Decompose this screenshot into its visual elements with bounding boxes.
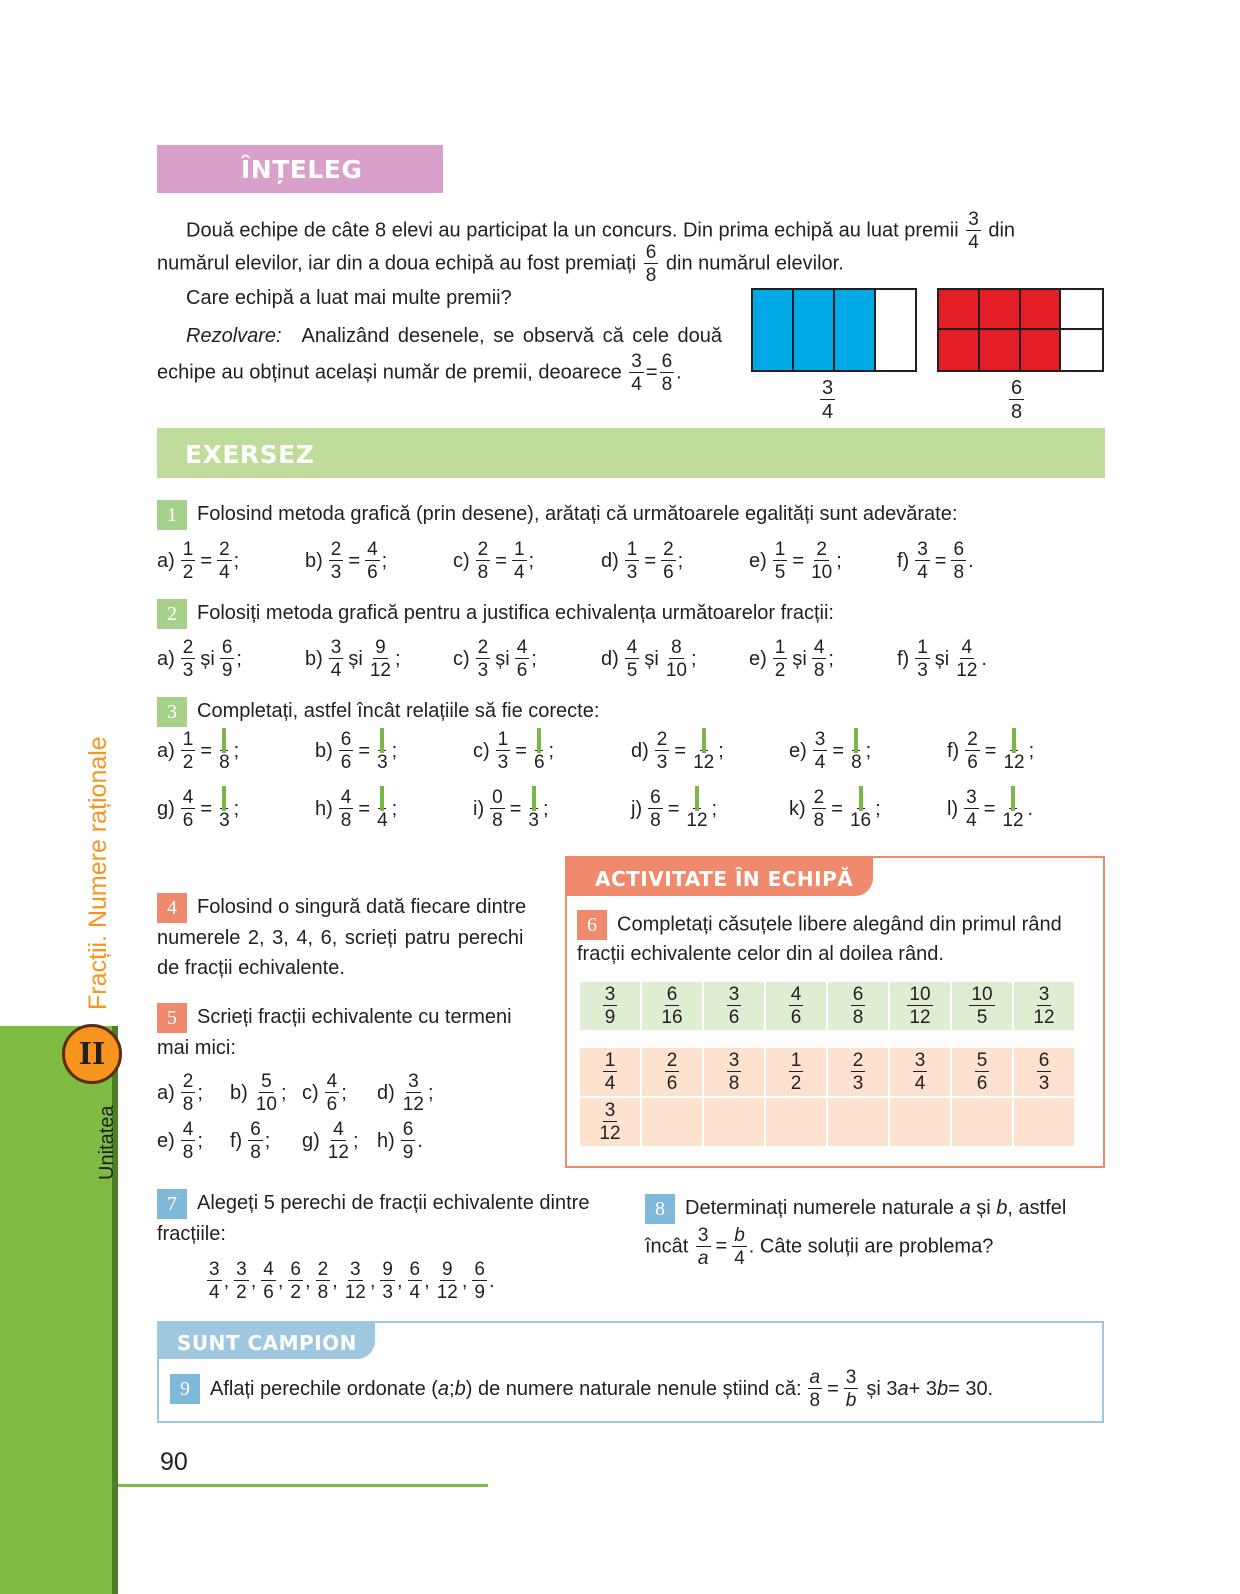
fraction: $\frac{1}{4}$ bbox=[604, 1050, 616, 1094]
fraction: 4 12 bbox=[956, 637, 978, 681]
fraction: $\frac{3}{6}$ bbox=[728, 984, 740, 1028]
fractions-top-row bbox=[578, 980, 1076, 1032]
exercise-item: g) 4 12 ; bbox=[302, 1119, 359, 1163]
exercise-item: f) $\frac{2}{6}$ = 12 ; bbox=[947, 729, 1035, 773]
fraction: 4 6 bbox=[263, 1259, 274, 1303]
exercise-item: f) 6 8 ; bbox=[230, 1119, 271, 1163]
fraction: 2 8 bbox=[182, 1071, 194, 1115]
empty-cell[interactable] bbox=[1013, 1097, 1075, 1147]
fraction-cell bbox=[827, 1047, 889, 1097]
fig1-part bbox=[794, 290, 835, 370]
fraction: $\frac{6}{8}$ bbox=[852, 984, 864, 1028]
fraction: 6 4 bbox=[409, 1259, 421, 1303]
fraction: $\frac{2}{3}$ bbox=[330, 539, 342, 583]
exercise-number: 7 bbox=[157, 1189, 187, 1219]
fraction: 3 bbox=[526, 789, 541, 830]
fraction: 3 bbox=[375, 731, 390, 772]
fraction: 2 3 bbox=[182, 637, 194, 681]
exercise-item: e) $\frac{1}{5}$ = $\frac{2}{10}$ ; bbox=[749, 539, 842, 583]
unit-roman-badge: II bbox=[62, 1024, 122, 1084]
rezolvare-text: echipe au obținut același număr de premii, deoarece bbox=[157, 361, 622, 384]
exercise-number: 5 bbox=[157, 1003, 187, 1033]
inteleg-text: numărul elevilor, iar din a doua echipă au fost premiați bbox=[157, 252, 637, 275]
fraction: $\frac{3}{4}$ bbox=[814, 729, 826, 773]
fig2-part bbox=[939, 290, 980, 330]
fraction: $\frac{2}{6}$ bbox=[663, 539, 674, 583]
fraction: $\frac{1}{2}$ bbox=[182, 539, 194, 583]
exercise-item: d) 4 5 și 8 10 ; bbox=[601, 637, 697, 681]
exercise-number: 8 bbox=[645, 1194, 675, 1224]
fraction: $\frac{2}{6}$ bbox=[967, 729, 978, 773]
fraction: $\frac{2}{8}$ bbox=[813, 787, 825, 831]
fraction: $\frac{4}{8}$ bbox=[340, 787, 352, 831]
fraction: 3 2 bbox=[236, 1259, 247, 1303]
exercise-item: k) $\frac{2}{8}$ = 16 ; bbox=[789, 787, 881, 831]
exercise-item: b) 5 10 ; bbox=[230, 1071, 287, 1115]
exercise-number: 3 bbox=[157, 697, 187, 727]
exercise-7: 7 Alegeți 5 perechi de fracții echivalente dintre fracțiile: bbox=[157, 1188, 589, 1249]
fraction: $\frac{1}{3}$ bbox=[626, 539, 638, 583]
fraction: $\frac{3}{8}$ bbox=[728, 1050, 740, 1094]
exercise-item: c) 2 3 și 4 6 ; bbox=[453, 637, 537, 681]
exercise-number: 2 bbox=[157, 599, 187, 629]
inteleg-text: din bbox=[988, 219, 1016, 242]
fraction: $\frac{6}{3}$ bbox=[1038, 1050, 1050, 1094]
fraction: $\frac{0}{8}$ bbox=[492, 787, 503, 831]
fraction: 1 2 bbox=[774, 637, 786, 681]
fraction: 8 10 bbox=[665, 637, 687, 681]
fig2-part bbox=[1021, 330, 1062, 370]
exercise-item: l) $\frac{3}{4}$ = 12 . bbox=[947, 787, 1034, 831]
exercise-item: f) 1 3 și 4 12 . bbox=[897, 637, 987, 681]
exercise-number: 6 bbox=[577, 910, 607, 940]
exercise-item: d) 3 12 ; bbox=[377, 1071, 434, 1115]
figure2-label: $\frac{6}{8}$ bbox=[1011, 377, 1023, 423]
page-number: 90 bbox=[160, 1448, 188, 1476]
fraction: $\frac{3}{b}$ bbox=[845, 1367, 857, 1411]
inteleg-text: din numărul elevilor. bbox=[665, 252, 844, 275]
fraction: $\frac{6}{8}$ bbox=[645, 242, 657, 286]
campion-header bbox=[159, 1323, 375, 1359]
activitate-title: ACTIVITATE ÎN ECHIPĂ bbox=[595, 867, 854, 891]
unit-label: Unitatea bbox=[96, 1105, 118, 1180]
answer-box[interactable] bbox=[854, 728, 858, 753]
exercise-item: c) $\frac{1}{3}$ = 6 ; bbox=[473, 729, 555, 773]
exercise-4: 4 Folosind o singură dată fiecare dintre numerele 2, 3, 4, 6, scrieți patru perechi de fracții echivalente. bbox=[157, 892, 537, 983]
fraction-cell bbox=[1013, 1047, 1075, 1097]
empty-cell[interactable] bbox=[703, 1097, 765, 1147]
fraction: $\frac{3}{12}$ bbox=[599, 1100, 621, 1144]
exercise-8: 8 Determinați numerele naturale a și b, astfel încât $\frac{3}{a}$ = $\frac{b}{4}$ . Câte soluții are problema? bbox=[645, 1192, 1066, 1268]
fraction-cell bbox=[703, 1047, 765, 1097]
exercise-3-prompt: 3 Completați, astfel încât relațiile să fie corecte: bbox=[157, 695, 599, 728]
exercise-item: e) 4 8 ; bbox=[157, 1119, 203, 1163]
fraction-cell bbox=[765, 1047, 827, 1097]
exercise-item: b) 3 4 și 9 12 ; bbox=[305, 637, 401, 681]
exercise-item: c) $\frac{2}{8}$ = $\frac{1}{4}$ ; bbox=[453, 539, 535, 583]
fraction: 3 bbox=[217, 789, 232, 830]
fraction: $\frac{3}{9}$ bbox=[604, 984, 616, 1028]
exercise-item: g) $\frac{4}{6}$ = 3 ; bbox=[157, 787, 240, 831]
fraction: 12 bbox=[684, 789, 709, 830]
empty-cell[interactable] bbox=[641, 1097, 703, 1147]
fraction-cell bbox=[827, 981, 889, 1031]
fraction: $\frac{5}{6}$ bbox=[976, 1050, 988, 1094]
fraction: 3 4 bbox=[209, 1259, 220, 1303]
fraction: 4 8 bbox=[182, 1119, 194, 1163]
rezolvare-label: Rezolvare: bbox=[186, 325, 282, 347]
exercise-1-prompt: 1 Folosind metoda grafică (prin desene), arătați că următoarele egalități sunt adevărate: bbox=[157, 498, 957, 531]
fraction: $\frac{2}{3}$ bbox=[852, 1050, 864, 1094]
inteleg-title: ÎNȚELEG bbox=[241, 155, 363, 184]
exercise-7-fractions: 3 4 , 3 2 , 4 6 , 6 2 , 2 8 , 3 12 , 9 3 , 6 4 , 9 12 , 6 9 . bbox=[209, 1259, 495, 1303]
exercise-item: d) $\frac{2}{3}$ = 12 ; bbox=[631, 729, 724, 773]
fig1-part bbox=[876, 290, 915, 370]
exercise-6-prompt: 6 Completați căsuțele libere alegând din primul rând fracții echivalente celor din al doilea rând. bbox=[577, 910, 1062, 968]
answer-box[interactable] bbox=[1012, 728, 1016, 753]
fraction: 8 bbox=[217, 731, 232, 772]
exercise-number: 1 bbox=[157, 500, 187, 530]
fraction: $\frac{6}{16}$ bbox=[661, 984, 683, 1028]
fraction: $\frac{1}{5}$ bbox=[774, 539, 786, 583]
fraction-cell bbox=[579, 981, 641, 1031]
exercise-item: c) 4 6 ; bbox=[302, 1071, 347, 1115]
exercise-item: a) 2 3 și 6 9 ; bbox=[157, 637, 242, 681]
exercise-item: f) $\frac{3}{4}$ = $\frac{6}{8}$ . bbox=[897, 539, 974, 583]
answer-box[interactable] bbox=[859, 786, 863, 811]
answer-box[interactable] bbox=[1011, 786, 1015, 811]
exersez-title: EXERSEZ bbox=[185, 440, 315, 469]
fraction: 4 5 bbox=[626, 637, 638, 681]
exercise-item: e) 1 2 și 4 8 ; bbox=[749, 637, 834, 681]
fig2-part bbox=[1061, 290, 1102, 330]
exercise-number: 4 bbox=[157, 893, 187, 923]
fraction: 5 10 bbox=[255, 1071, 277, 1115]
fraction: 12 bbox=[691, 731, 716, 772]
answer-box[interactable] bbox=[537, 728, 541, 753]
fraction: 12 bbox=[1001, 731, 1026, 772]
fraction-cell bbox=[765, 981, 827, 1031]
fraction: 4 6 bbox=[326, 1071, 338, 1115]
fraction: $\frac{1}{4}$ bbox=[513, 539, 525, 583]
fraction: $\frac{3}{4}$ bbox=[968, 209, 979, 253]
fraction-cell bbox=[951, 981, 1013, 1031]
fraction-cell bbox=[889, 1047, 951, 1097]
fraction: 3 12 bbox=[402, 1071, 424, 1115]
fraction: $\frac{2}{10}$ bbox=[811, 539, 833, 583]
fraction: $\frac{2}{6}$ bbox=[666, 1050, 678, 1094]
fraction: 4 6 bbox=[516, 637, 528, 681]
fraction: $\frac{2}{4}$ bbox=[219, 539, 230, 583]
exercise-5: 5 Scrieți fracții echivalente cu termeni mai mici: bbox=[157, 1002, 547, 1063]
figure-three-quarters bbox=[751, 288, 917, 372]
inteleg-text: Două echipe de câte 8 elevi au participat la un concurs. Din prima echipă au luat premii bbox=[186, 219, 959, 242]
fraction: 6 9 bbox=[221, 637, 233, 681]
fraction: 6 bbox=[532, 731, 547, 772]
exercise-item: a) $\frac{1}{2}$ = $\frac{2}{4}$ ; bbox=[157, 539, 240, 583]
fraction: $\frac{6}{8}$ bbox=[650, 787, 661, 831]
exercise-item: b) $\frac{2}{3}$ = $\frac{4}{6}$ ; bbox=[305, 539, 388, 583]
inteleg-question: Care echipă a luat mai multe premii? bbox=[186, 287, 512, 309]
fig2-part bbox=[939, 330, 980, 370]
fig2-part bbox=[980, 290, 1021, 330]
campion-title: SUNT CAMPION bbox=[177, 1331, 357, 1355]
fraction: $\frac{2}{8}$ bbox=[477, 539, 489, 583]
empty-cell[interactable] bbox=[951, 1097, 1013, 1147]
activitate-header bbox=[567, 858, 873, 896]
rezolvare-text: Analizând desenele, se observă că cele două bbox=[301, 325, 722, 347]
fraction: $\frac{4}{6}$ bbox=[182, 787, 194, 831]
fraction: 12 bbox=[1000, 789, 1025, 830]
exercise-item: i) $\frac{0}{8}$ = 3 ; bbox=[473, 787, 549, 831]
fraction: $\frac{3}{4}$ bbox=[631, 351, 642, 395]
exercise-item: e) $\frac{3}{4}$ = 8 ; bbox=[789, 729, 872, 773]
answer-box[interactable] bbox=[702, 728, 706, 753]
fig2-part bbox=[1061, 330, 1102, 370]
exercise-item: a) $\frac{1}{2}$ = 8 ; bbox=[157, 729, 240, 773]
fraction: $\frac{6}{8}$ bbox=[661, 351, 673, 395]
fraction: 4 12 bbox=[327, 1119, 349, 1163]
answer-box[interactable] bbox=[380, 728, 384, 753]
fraction: 2 8 bbox=[317, 1259, 329, 1303]
exercise-item: d) $\frac{1}{3}$ = $\frac{2}{6}$ ; bbox=[601, 539, 684, 583]
fraction: $\frac{3}{a}$ bbox=[697, 1225, 709, 1269]
fraction: $\frac{1}{2}$ bbox=[790, 1050, 802, 1094]
fraction: 6 2 bbox=[290, 1259, 301, 1303]
answer-box[interactable] bbox=[380, 786, 384, 811]
fraction: $\frac{4}{6}$ bbox=[367, 539, 378, 583]
fraction: $\frac{1}{2}$ bbox=[182, 729, 194, 773]
exercise-item: j) $\frac{6}{8}$ = 12 ; bbox=[631, 787, 718, 831]
fraction: $\frac{3}{4}$ bbox=[914, 1050, 926, 1094]
fraction-cell bbox=[1013, 981, 1075, 1031]
fraction: 9 3 bbox=[382, 1259, 393, 1303]
exercise-item: h) $\frac{4}{8}$ = 4 ; bbox=[315, 787, 398, 831]
fraction: 4 bbox=[375, 789, 390, 830]
footer-line bbox=[118, 1484, 488, 1487]
fraction: $\frac{6}{8}$ bbox=[953, 539, 965, 583]
rezolvare-line-1 bbox=[186, 320, 722, 353]
fraction: $\frac{2}{3}$ bbox=[656, 729, 668, 773]
fraction: $\frac{a}{8}$ bbox=[809, 1367, 821, 1411]
fraction: 6 9 bbox=[474, 1259, 485, 1303]
fraction: $\frac{3}{12}$ bbox=[1033, 984, 1055, 1028]
fig1-part bbox=[835, 290, 876, 370]
fraction: $\frac{6}{6}$ bbox=[340, 729, 352, 773]
inteleg-header bbox=[157, 145, 443, 193]
fraction-cell bbox=[641, 1047, 703, 1097]
fig1-part bbox=[753, 290, 794, 370]
fraction-cell bbox=[889, 981, 951, 1031]
exercise-item: b) $\frac{6}{6}$ = 3 ; bbox=[315, 729, 398, 773]
fraction: 6 8 bbox=[250, 1119, 261, 1163]
fraction: $\frac{10}{12}$ bbox=[909, 984, 931, 1028]
fraction: 8 bbox=[849, 731, 864, 772]
fraction: $\frac{1}{3}$ bbox=[497, 729, 509, 773]
answer-box[interactable] bbox=[695, 786, 699, 811]
fraction: 3 12 bbox=[344, 1259, 366, 1303]
exersez-header bbox=[157, 428, 1105, 478]
exercise-item: h) 6 9 . bbox=[377, 1119, 423, 1163]
fig2-part bbox=[980, 330, 1021, 370]
answer-box[interactable] bbox=[532, 786, 536, 811]
fig2-part bbox=[1021, 290, 1062, 330]
exercise-9: 9 Aflați perechile ordonate ( a ; b ) de numere naturale nenule știind că: $\frac{a}{8}$ = $\frac{3}{b}$ și 3 a + 3 b = 30. bbox=[170, 1368, 993, 1410]
exercise-number: 9 bbox=[170, 1374, 200, 1404]
fraction: 16 bbox=[848, 789, 873, 830]
fraction: $\frac{3}{4}$ bbox=[917, 539, 928, 583]
fraction: 4 8 bbox=[813, 637, 825, 681]
fraction: 9 12 bbox=[369, 637, 391, 681]
empty-cell[interactable] bbox=[827, 1097, 889, 1147]
fractions-bottom-grid bbox=[578, 1046, 1076, 1148]
fraction-cell bbox=[579, 1097, 641, 1147]
figure-six-eighths bbox=[937, 288, 1104, 372]
fraction: 3 4 bbox=[330, 637, 342, 681]
answer-box[interactable] bbox=[222, 728, 226, 753]
fraction-cell bbox=[703, 981, 765, 1031]
figure1-label: $\frac{3}{4}$ bbox=[822, 377, 834, 423]
fraction-cell bbox=[641, 981, 703, 1031]
rezolvare-line-2: echipe au obținut același număr de premii, deoarece $\frac{3}{4}$ = $\frac{6}{8}$ . bbox=[157, 351, 682, 395]
inteleg-line-2 bbox=[157, 243, 844, 285]
chapter-title: Fracții. Numere raționale bbox=[84, 736, 112, 1010]
fraction: $\frac{b}{4}$ bbox=[734, 1225, 745, 1269]
fraction: 1 3 bbox=[917, 637, 928, 681]
fraction: $\frac{3}{4}$ bbox=[966, 787, 977, 831]
fraction: 2 3 bbox=[477, 637, 489, 681]
answer-box[interactable] bbox=[222, 786, 226, 811]
empty-cell[interactable] bbox=[889, 1097, 951, 1147]
fraction: $\frac{4}{6}$ bbox=[790, 984, 802, 1028]
fraction-cell bbox=[579, 1047, 641, 1097]
empty-cell[interactable] bbox=[765, 1097, 827, 1147]
fraction-cell bbox=[951, 1047, 1013, 1097]
fraction: 9 12 bbox=[436, 1259, 458, 1303]
exercise-item: a) 2 8 ; bbox=[157, 1071, 203, 1115]
exercise-2-prompt: 2 Folosiți metoda grafică pentru a justifica echivalența următoarelor fracții: bbox=[157, 597, 834, 630]
fraction: $\frac{10}{5}$ bbox=[971, 984, 993, 1028]
fraction: 6 9 bbox=[402, 1119, 414, 1163]
